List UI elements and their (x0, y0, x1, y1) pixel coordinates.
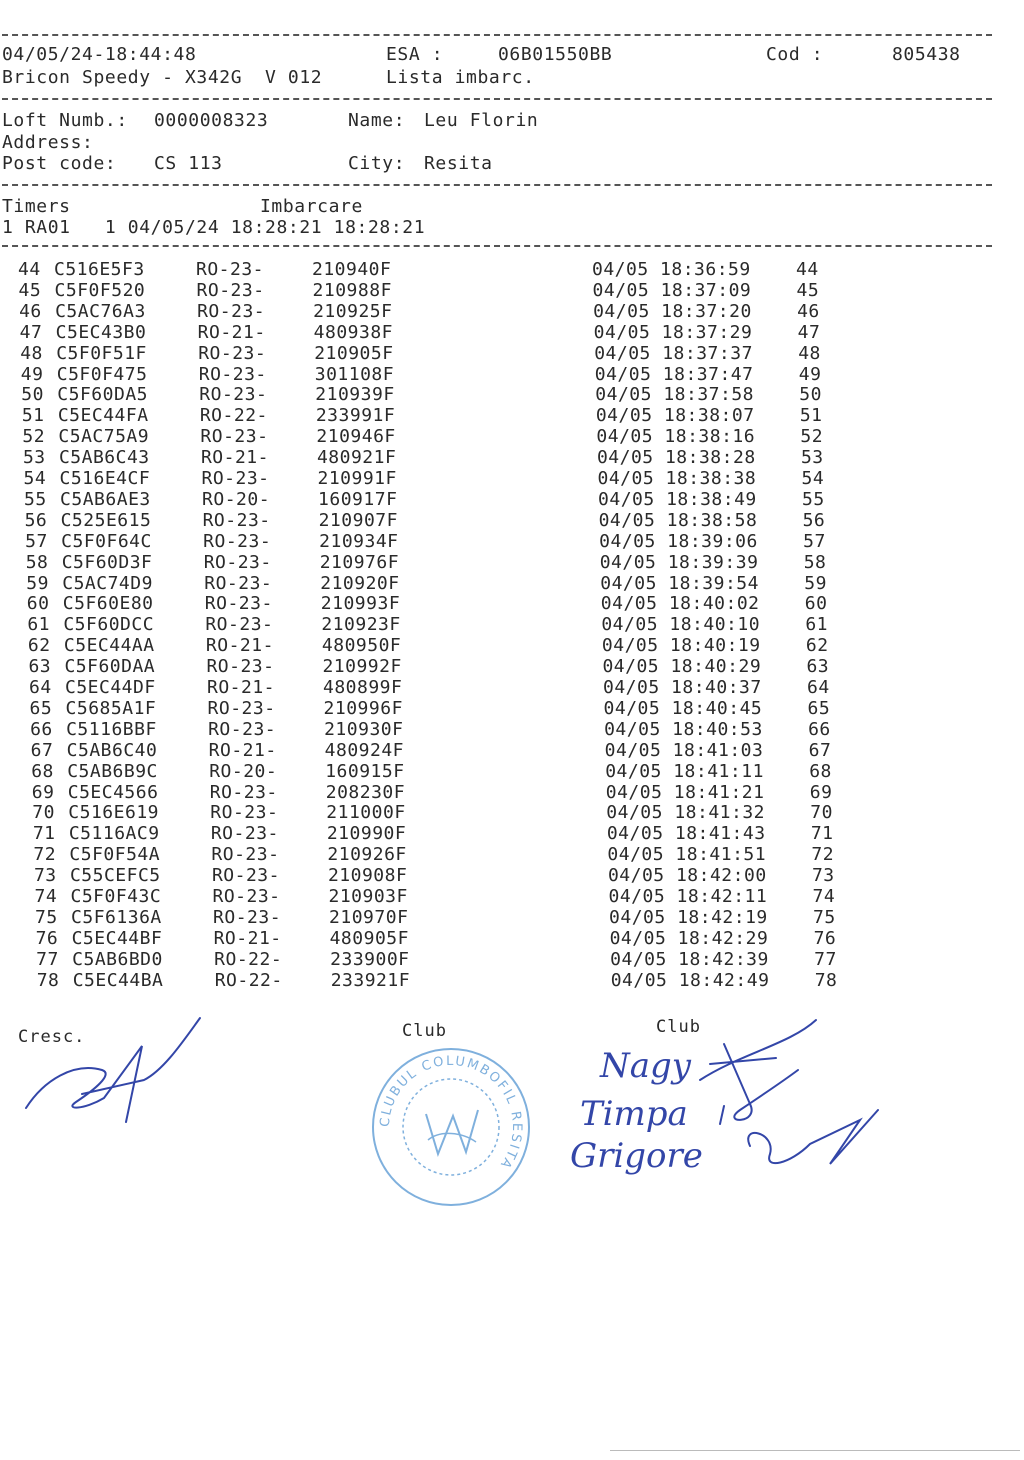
ring-prefix: RO-23- (204, 593, 273, 615)
row-index: 64 (29, 677, 52, 698)
ring-prefix: RO-21- (197, 321, 266, 343)
row-index-right: 58 (803, 551, 827, 573)
row-index-right: 51 (799, 405, 823, 427)
ring-chip: C5AB6C43 (58, 447, 150, 469)
row-index-right: 69 (809, 781, 833, 803)
ring-chip: C5AB6B9C (67, 760, 158, 782)
club-signature-marks (680, 1014, 900, 1184)
row-index-right: 48 (798, 342, 821, 364)
club-label-left: Club (402, 1021, 447, 1041)
row-index-right: 64 (807, 677, 830, 698)
separator-top (2, 34, 992, 36)
ring-chip: C5F0F64C (61, 530, 152, 552)
arrival-time: 04/05 18:40:53 (604, 718, 763, 740)
row-index: 72 (33, 844, 57, 866)
ring-chip: C525E615 (60, 509, 152, 531)
ring-prefix: RO-23- (199, 384, 268, 406)
arrival-time: 04/05 18:42:00 (607, 865, 767, 887)
ring-prefix: RO-23- (205, 614, 274, 636)
ring-prefix: RO-23- (203, 530, 272, 552)
row-index: 66 (30, 718, 53, 740)
ring-chip: C516E619 (68, 802, 159, 824)
ring-chip: C5F0F54A (69, 844, 161, 866)
ring-number: 301108F (314, 363, 395, 385)
ring-number: 480924F (324, 739, 404, 761)
handwritten-name-3: Grigore (570, 1136, 703, 1176)
ring-number: 480899F (323, 677, 403, 698)
arrival-time: 04/05 18:38:07 (595, 405, 755, 427)
arrival-time: 04/05 18:42:49 (610, 969, 770, 991)
device-info: Bricon Speedy - X342G V 012 (2, 67, 323, 88)
row-index-right: 57 (803, 530, 826, 552)
ring-prefix: RO-21- (208, 739, 277, 761)
ring-chip: C5F60E80 (62, 593, 154, 615)
ring-prefix: RO-21- (200, 447, 269, 469)
page-bottom-line (610, 1450, 1020, 1451)
ring-chip: C5116AC9 (68, 823, 160, 845)
row-index: 57 (25, 530, 48, 552)
row-index: 75 (35, 906, 58, 928)
row-index-right: 45 (796, 279, 820, 301)
row-index: 47 (19, 321, 43, 343)
row-index-right: 44 (796, 259, 819, 280)
ring-chip: C5AC75A9 (58, 426, 150, 448)
ring-chip: C5AB6AE3 (60, 488, 151, 510)
ring-number: 210988F (312, 279, 392, 301)
esa-label: ESA : (386, 44, 444, 65)
ring-chip: C5F0F51F (56, 342, 147, 364)
row-index-right: 46 (797, 300, 820, 322)
row-index-right: 66 (808, 718, 831, 740)
ring-number: 210992F (322, 656, 402, 678)
row-index: 45 (18, 279, 42, 301)
name-value: Leu Florin (424, 110, 539, 131)
separator-timers (2, 245, 992, 247)
ring-chip: C5F60DAA (64, 656, 156, 678)
ring-chip: C5F0F475 (56, 363, 148, 385)
ring-chip: C516E4CF (59, 468, 151, 489)
cod-label: Cod : (766, 44, 824, 65)
ring-chip: C5685A1F (65, 697, 157, 719)
arrival-time: 04/05 18:38:38 (597, 468, 757, 489)
ring-number: 210939F (315, 384, 395, 406)
ring-chip: C5F6136A (71, 906, 162, 928)
cod-value: 805438 (892, 44, 961, 65)
ring-chip: C5EC44FA (57, 405, 149, 427)
loft-number-label: Loft Numb.: (2, 110, 128, 131)
row-index-right: 62 (805, 635, 829, 657)
ring-chip: C5AB6BD0 (72, 948, 163, 970)
arrival-time: 04/05 18:39:54 (600, 572, 759, 594)
arrival-time: 04/05 18:37:37 (594, 342, 753, 364)
row-index: 55 (24, 488, 47, 510)
ring-number: 210905F (314, 342, 394, 364)
ring-prefix: RO-23- (206, 656, 275, 678)
ring-prefix: RO-23- (204, 572, 273, 594)
row-index-right: 56 (802, 509, 826, 531)
list-title: Lista imbarc. (386, 67, 535, 88)
ring-chip: C5AB6C40 (66, 739, 158, 761)
row-index: 49 (20, 363, 44, 385)
postcode-value: CS 113 (154, 153, 223, 174)
row-index: 53 (22, 447, 46, 469)
ring-number: 480921F (316, 447, 397, 469)
ring-chip: C5EC43B0 (55, 321, 147, 343)
address-label: Address: (2, 132, 94, 153)
row-index: 44 (18, 259, 41, 280)
row-index: 67 (30, 739, 54, 761)
ring-prefix: RO-23- (200, 426, 269, 448)
row-index: 46 (19, 300, 42, 322)
arrival-time: 04/05 18:42:39 (610, 948, 769, 970)
ring-prefix: RO-23- (207, 697, 276, 719)
ring-number: 210907F (318, 509, 398, 531)
ring-chip: C5116BBF (66, 718, 157, 740)
ring-chip: C516E5F3 (54, 259, 145, 280)
ring-number: 210993F (320, 593, 401, 615)
ring-number: 210991F (317, 468, 397, 489)
row-index: 56 (24, 509, 48, 531)
ring-number: 210903F (328, 886, 408, 907)
arrival-time: 04/05 18:37:58 (595, 384, 755, 406)
ring-number: 233991F (315, 405, 396, 427)
ring-prefix: RO-21- (213, 927, 282, 949)
city-label: City: (348, 153, 406, 174)
ring-prefix: RO-23- (211, 844, 280, 866)
timers-label: Timers (2, 196, 71, 217)
ring-prefix: RO-23- (208, 718, 277, 740)
ring-chip: C5F60D3F (61, 551, 153, 573)
row-index-right: 71 (810, 823, 834, 845)
arrival-time: 04/05 18:41:03 (604, 739, 764, 761)
arrival-time: 04/05 18:40:10 (601, 614, 761, 636)
row-index-right: 68 (809, 760, 832, 782)
ring-number: 210925F (313, 300, 393, 322)
separator-header (2, 98, 992, 100)
row-index-right: 52 (800, 426, 824, 448)
handwritten-name-2: Timpa (580, 1094, 688, 1134)
row-index: 68 (31, 760, 54, 782)
arrival-time: 04/05 18:42:11 (608, 886, 768, 907)
row-index: 70 (32, 802, 55, 824)
row-index-right: 78 (814, 969, 838, 991)
ring-number: 210976F (319, 551, 400, 573)
ring-prefix: RO-22- (199, 405, 268, 427)
arrival-time: 04/05 18:37:09 (592, 279, 752, 301)
row-index: 76 (35, 927, 59, 949)
row-index: 74 (34, 886, 58, 907)
ring-number: 210990F (326, 823, 407, 845)
row-index-right: 63 (806, 656, 830, 678)
ring-number: 210934F (319, 530, 399, 552)
ring-prefix: RO-23- (197, 300, 266, 322)
club-stamp (368, 1044, 534, 1210)
row-index: 69 (31, 781, 55, 803)
ring-chip: C5F60DCC (63, 614, 155, 636)
ring-number: 160915F (325, 760, 405, 782)
row-index: 51 (21, 405, 45, 427)
row-index-right: 61 (805, 614, 829, 636)
row-index: 61 (27, 614, 51, 636)
row-index-right: 76 (813, 927, 837, 949)
row-index-right: 50 (799, 384, 822, 406)
arrival-time: 04/05 18:41:32 (606, 802, 766, 824)
separator-loft (2, 184, 992, 186)
ring-chip: C5AC76A3 (55, 300, 146, 322)
ring-number: 210926F (327, 844, 407, 866)
ring-number: 480938F (313, 321, 393, 343)
ring-prefix: RO-23- (210, 802, 279, 824)
ring-prefix: RO-23- (211, 865, 280, 887)
ring-number: 480905F (329, 927, 409, 949)
arrival-time: 04/05 18:41:21 (605, 781, 765, 803)
arrival-time: 04/05 18:38:28 (596, 447, 756, 469)
ring-prefix: RO-22- (214, 969, 283, 991)
name-label: Name: (348, 110, 406, 131)
arrival-time: 04/05 18:41:43 (606, 823, 766, 845)
ring-number: 210908F (327, 865, 408, 887)
row-index-right: 73 (811, 865, 835, 887)
arrival-time: 04/05 18:40:29 (602, 656, 762, 678)
ring-prefix: RO-23- (198, 363, 267, 385)
ring-number: 210996F (323, 697, 403, 719)
ring-chip: C5EC44BF (71, 927, 163, 949)
arrival-time: 04/05 18:41:51 (607, 844, 767, 866)
ring-number: 210940F (312, 259, 392, 280)
ring-number: 208230F (325, 781, 406, 803)
cresc-label: Cresc. (18, 1027, 86, 1047)
arrival-time: 04/05 18:37:20 (593, 300, 752, 322)
arrival-time: 04/05 18:36:59 (592, 259, 751, 280)
row-index: 54 (23, 468, 47, 489)
arrival-time: 04/05 18:40:02 (600, 593, 760, 615)
ring-prefix: RO-23- (201, 468, 270, 489)
arrival-time: 04/05 18:40:19 (601, 635, 761, 657)
ring-number: 210970F (329, 906, 409, 928)
arrival-time: 04/05 18:41:11 (605, 760, 764, 782)
arrival-time: 04/05 18:39:39 (599, 551, 759, 573)
ring-chip: C5EC44AA (63, 635, 155, 657)
imbarcare-label: Imbarcare (260, 196, 363, 217)
ring-prefix: RO-20- (202, 488, 271, 510)
row-index: 58 (25, 551, 49, 573)
svg-text:CLUBUL COLUMBOFIL RESITA (378, 1054, 524, 1172)
row-index: 59 (26, 572, 49, 594)
row-index: 78 (36, 969, 60, 991)
ring-number: 233921F (330, 969, 411, 991)
row-index-right: 77 (814, 948, 837, 970)
row-index-right: 65 (807, 697, 831, 719)
arrival-time: 04/05 18:38:16 (596, 426, 756, 448)
ring-number: 210946F (316, 426, 396, 448)
ring-number: 210923F (321, 614, 401, 636)
city-value: Resita (424, 153, 493, 174)
postcode-label: Post code: (2, 153, 117, 174)
row-index-right: 70 (810, 802, 833, 824)
row-index: 60 (26, 593, 50, 615)
row-index-right: 54 (801, 468, 825, 489)
ring-chip: C5F0F43C (70, 886, 162, 907)
arrival-time: 04/05 18:40:45 (603, 697, 763, 719)
arrival-time: 04/05 18:37:47 (594, 363, 754, 385)
row-index: 65 (29, 697, 53, 719)
row-index: 73 (33, 865, 57, 887)
ring-prefix: RO-23- (209, 781, 278, 803)
arrival-time: 04/05 18:42:29 (609, 927, 769, 949)
row-index-right: 72 (811, 844, 835, 866)
arrival-time: 04/05 18:38:49 (598, 488, 757, 510)
arrival-time: 04/05 18:40:37 (603, 677, 762, 698)
timer-line: 1 RA01 1 04/05/24 18:28:21 18:28:21 (2, 217, 426, 238)
ring-chip: C5F0F520 (54, 279, 146, 301)
loft-number-value: 0000008323 (154, 110, 269, 131)
ring-number: 210920F (320, 572, 400, 594)
ring-prefix: RO-23- (196, 259, 265, 280)
ring-chip: C5EC44BA (72, 969, 164, 991)
ring-chip: C5AC74D9 (62, 572, 153, 594)
breeder-signature (14, 1010, 214, 1130)
row-index: 77 (36, 948, 59, 970)
ring-prefix: RO-20- (209, 760, 278, 782)
ring-prefix: RO-23- (213, 906, 282, 928)
arrival-time: 04/05 18:39:06 (599, 530, 758, 552)
row-index-right: 49 (798, 363, 822, 385)
ring-number: 480950F (321, 635, 402, 657)
ring-prefix: RO-23- (196, 279, 265, 301)
ring-prefix: RO-21- (205, 635, 274, 657)
ring-number: 210930F (324, 718, 404, 740)
ring-prefix: RO-23- (203, 551, 272, 573)
ring-prefix: RO-21- (207, 677, 276, 698)
row-index: 52 (22, 426, 46, 448)
handwritten-name-1: Nagy (600, 1046, 691, 1086)
ring-prefix: RO-23- (210, 823, 279, 845)
row-index-right: 60 (804, 593, 828, 615)
esa-value: 06B01550BB (498, 44, 613, 65)
row-index: 62 (27, 635, 51, 657)
ring-prefix: RO-23- (198, 342, 267, 364)
ring-chip: C5F60DA5 (57, 384, 148, 406)
ring-chip: C5EC44DF (65, 677, 156, 698)
ring-prefix: RO-23- (212, 886, 281, 907)
row-index-right: 55 (802, 488, 825, 510)
ring-number: 233900F (330, 948, 410, 970)
ring-chip: C55CEFC5 (69, 865, 161, 887)
ring-prefix: RO-23- (202, 509, 271, 531)
ring-prefix: RO-22- (214, 948, 283, 970)
print-datetime: 04/05/24-18:44:48 (2, 44, 197, 65)
ring-chip: C5EC4566 (67, 781, 159, 803)
ring-number: 211000F (326, 802, 406, 824)
arrival-time: 04/05 18:38:58 (598, 509, 758, 531)
row-index-right: 53 (800, 447, 824, 469)
arrival-time: 04/05 18:42:19 (609, 906, 768, 928)
row-index: 48 (20, 342, 43, 364)
row-index-right: 75 (813, 906, 836, 928)
row-index-right: 47 (797, 321, 821, 343)
row-index: 50 (21, 384, 44, 406)
arrival-time: 04/05 18:37:29 (593, 321, 753, 343)
club-label-right: Club (656, 1017, 701, 1037)
stamp-text: CLUBUL COLUMBOFIL RESITA (377, 1053, 525, 1173)
row-index: 71 (32, 823, 56, 845)
row-index-right: 67 (808, 739, 832, 761)
ring-number: 160917F (318, 488, 398, 510)
row-index-right: 74 (812, 886, 836, 907)
row-index-right: 59 (804, 572, 827, 594)
row-index: 63 (28, 656, 52, 678)
